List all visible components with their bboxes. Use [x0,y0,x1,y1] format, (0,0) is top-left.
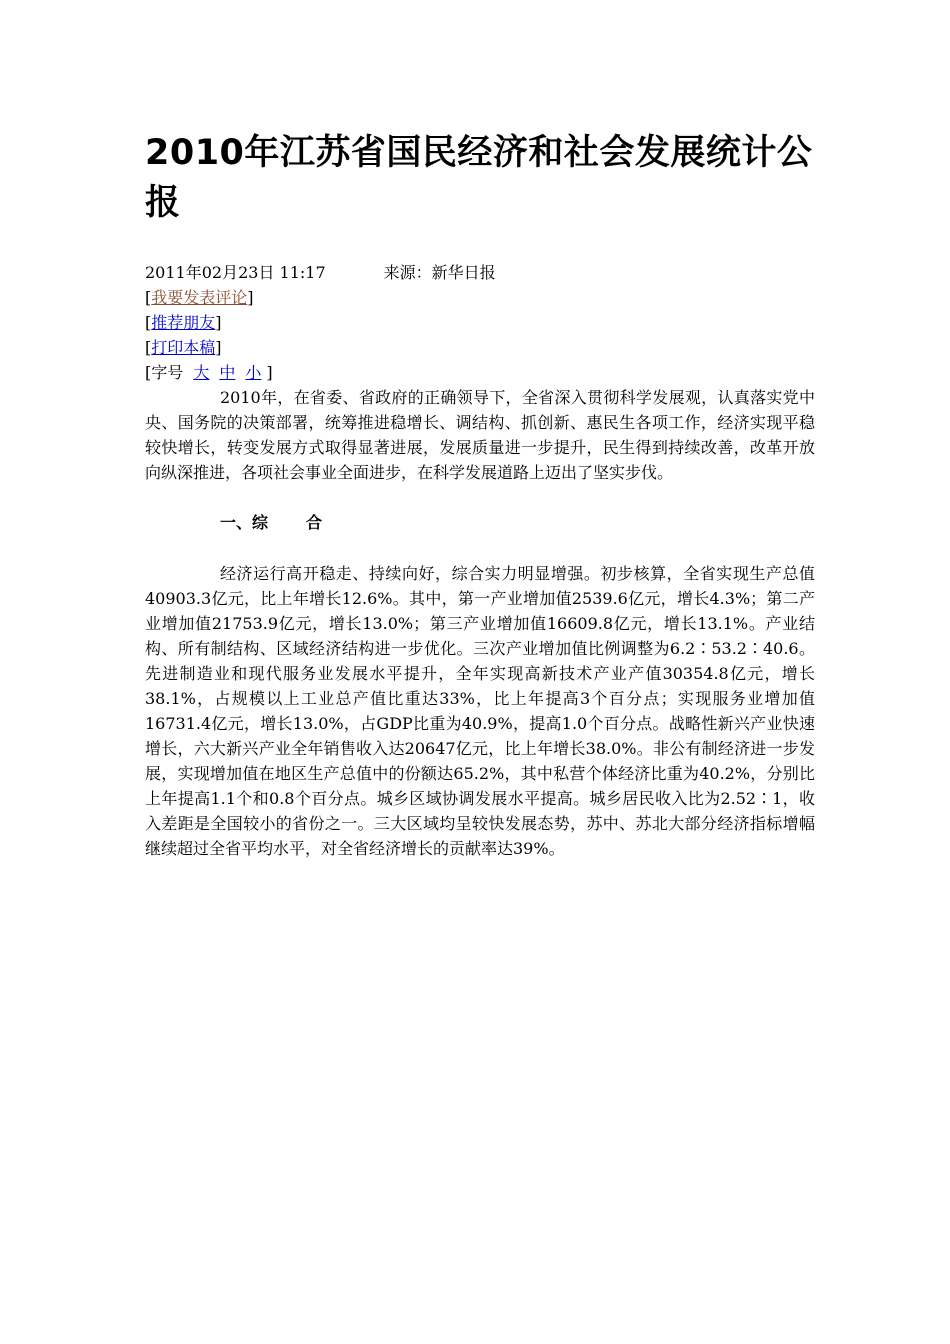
publish-date: 2011年02月23日 11:17 [145,263,326,282]
article [145,128,815,861]
article-source: 来源：新华日报 [383,263,496,282]
bracket-open: [ [145,363,152,382]
bracket-close: ] [215,313,222,332]
recommend-link[interactable]: 推荐朋友 [151,313,216,332]
print-link[interactable]: 打印本稿 [151,338,216,357]
font-size-large-link[interactable]: 大 [193,363,210,382]
bracket-close: ] [266,363,273,382]
section-paragraph: 经济运行高开稳走、持续向好，综合实力明显增强。初步核算，全省实现生产总值40903.3亿元，比上年增长12.6%。其中，第一产业增加值2539.6亿元，增长4.3%；第二产业增加值21753.9亿元，增长13.0%；第三产业增加值16609.8亿元，增长13.1%。产业结构、所有制结构、区域经济结构进一步优化。三次产业增加值比例调整为6.2∶53.2∶40.6。先进制造业和现代服务业发展水平提升，全年实现高新技术产业产值30354.8亿元，增长38.1%，占规模以上工业总产值比重达33%，比上年提高3个百分点；实现服务业增加值16731.4亿元，增长13.0%，占GDP比重为40.9%，提高1.0个百分点。战略性新兴产业快速增长，六大新兴产业全年销售收入达20647亿元，比上年增长38.0%。非公有制经济进一步发展，实现增加值在地区生产总值中的份额达65.2%，其中私营个体经济比重为40.2%，分别比上年提高1.1个和0.8个百分点。城乡区域协调发展水平提高。城乡居民收入比为2.52∶1，收入差距是全国较小的省份之一。三大区域均呈较快发展态势，苏中、苏北大部分经济指标增幅继续超过全省平均水平，对全省经济增长的贡献率达39%。 [145,564,815,858]
bracket-close: ] [247,288,254,307]
font-size-line [145,360,815,385]
print-line [145,335,815,360]
section-heading-part: 一、综 [220,513,269,532]
intro-paragraph: 2010年，在省委、省政府的正确领导下，全省深入贯彻科学发展观，认真落实党中央、国务院的决策部署，统筹推进稳增长、调结构、抓创新、惠民生各项工作，经济实现平稳较快增长，转变发展方式取得显著进展，发展质量进一步提升，民生得到持续改善，改革开放向纵深推进，各项社会事业全面进步，在科学发展道路上迈出了坚实步伐。 [145,388,815,482]
comment-line [145,285,815,310]
page-title: 2010年江苏省国民经济和社会发展统计公报 [145,133,813,223]
font-size-label: 字号 [151,363,184,382]
comment-link[interactable]: 我要发表评论 [151,288,248,307]
font-size-medium-link[interactable]: 中 [219,363,236,382]
bracket-open: [ [145,313,152,332]
recommend-line [145,310,815,335]
bracket-close: ] [215,338,222,357]
bracket-open: [ [145,338,152,357]
font-size-small-link[interactable]: 小 [245,363,262,382]
article-meta [145,260,815,285]
section-heading-part: 合 [306,513,323,532]
section-heading [220,510,815,535]
bracket-open: [ [145,288,152,307]
